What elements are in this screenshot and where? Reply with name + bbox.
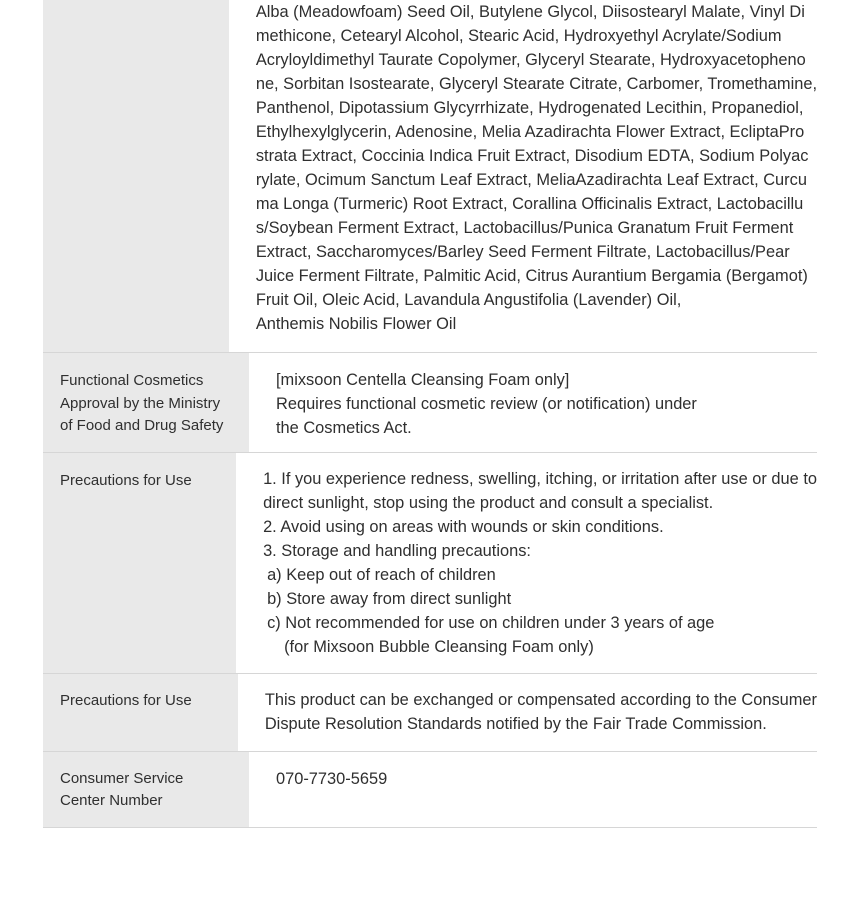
precautions-value — [236, 453, 817, 673]
row-label — [43, 674, 238, 751]
consumer-service-phone — [249, 752, 817, 827]
value-line: Panthenol, Dipotassium Glycyrrhizate, Hydrogenated Lecithin, Propanediol, — [255, 99, 804, 117]
value-line: c) Not recommended for use on children under 3 years of age — [267, 613, 715, 632]
row-label — [43, 353, 249, 452]
value-line: This product can be exchanged or compensated according to the Consumer — [264, 690, 817, 709]
table-row-ingredients — [43, 0, 817, 353]
value-line: 2. Avoid using on areas with wounds or skin conditions. — [263, 517, 664, 536]
label-line: Functional Cosmetics — [60, 372, 204, 389]
product-info-table — [43, 0, 817, 828]
value-line: ne, Sorbitan Isostearate, Glyceryl Stearate Citrate, Carbomer, Tromethamine, — [255, 75, 817, 93]
value-line: direct sunlight, stop using the product and consult a specialist. — [263, 493, 714, 512]
value-line: strata Extract, Coccinia Indica Fruit Extract, Disodium EDTA, Sodium Polyac — [255, 147, 809, 165]
table-row-functional-cosmetics — [43, 353, 817, 453]
label-line: Precautions for Use — [60, 471, 192, 489]
value-line: Requires functional cosmetic review (or notification) under — [276, 395, 697, 413]
label-line: Approval by the Ministry — [60, 394, 221, 412]
value-line: 1. If you experience redness, swelling, itching, or irritation after use or due to — [263, 469, 817, 488]
table-row-precautions — [43, 453, 817, 674]
value-line: Juice Ferment Filtrate, Palmitic Acid, Citrus Aurantium Bergamia (Bergamot) — [255, 267, 808, 285]
value-line: Fruit Oil, Oleic Acid, Lavandula Angustifolia (Lavender) Oil, — [255, 291, 682, 309]
row-label — [43, 0, 229, 352]
value-line: Acryloyldimethyl Taurate Copolymer, Glyceryl Stearate, Hydroxyacetopheno — [255, 51, 806, 69]
row-label — [43, 752, 249, 827]
value-line: (for Mixsoon Bubble Cleansing Foam only) — [284, 637, 594, 656]
exchange-policy-value — [238, 674, 817, 751]
value-line: b) Store away from direct sunlight — [267, 589, 512, 608]
label-line: Center Number — [60, 792, 163, 809]
value-line: a) Keep out of reach of children — [267, 565, 496, 584]
value-line: Dispute Resolution Standards notified by the Fair Trade Commission. — [264, 714, 767, 733]
value-line: Alba (Meadowfoam) Seed Oil, Butylene Glycol, Diisostearyl Malate, Vinyl Di — [255, 3, 805, 21]
table-row-consumer-service — [43, 752, 817, 828]
label-line: of Food and Drug Safety — [60, 417, 224, 434]
label-line: Precautions for Use — [60, 691, 192, 709]
value-line: 3. Storage and handling precautions: — [263, 541, 531, 560]
functional-cosmetics-value — [249, 353, 817, 452]
value-line: s/Soybean Ferment Extract, Lactobacillus/Punica Granatum Fruit Ferment — [255, 219, 794, 237]
value-line: Anthemis Nobilis Flower Oil — [255, 315, 457, 333]
label-line: Consumer Service — [60, 769, 184, 787]
ingredients-value — [229, 0, 817, 352]
value-line: rylate, Ocimum Sanctum Leaf Extract, MeliaAzadirachta Leaf Extract, Curcu — [255, 171, 807, 189]
table-row-exchange-policy — [43, 674, 817, 752]
value-line: [mixsoon Centella Cleansing Foam only] — [276, 371, 570, 389]
value-line: ma Longa (Turmeric) Root Extract, Corallina Officinalis Extract, Lactobacillu — [255, 195, 804, 213]
value-line: 070-7730-5659 — [276, 769, 388, 788]
value-line: Extract, Saccharomyces/Barley Seed Ferment Filtrate, Lactobacillus/Pear — [255, 243, 790, 261]
value-line: methicone, Cetearyl Alcohol, Stearic Acid, Hydroxyethyl Acrylate/Sodium — [255, 27, 782, 45]
value-line: the Cosmetics Act. — [276, 419, 412, 437]
row-label — [43, 453, 236, 673]
value-line: Ethylhexylglycerin, Adenosine, Melia Azadirachta Flower Extract, EcliptaPro — [255, 123, 805, 141]
